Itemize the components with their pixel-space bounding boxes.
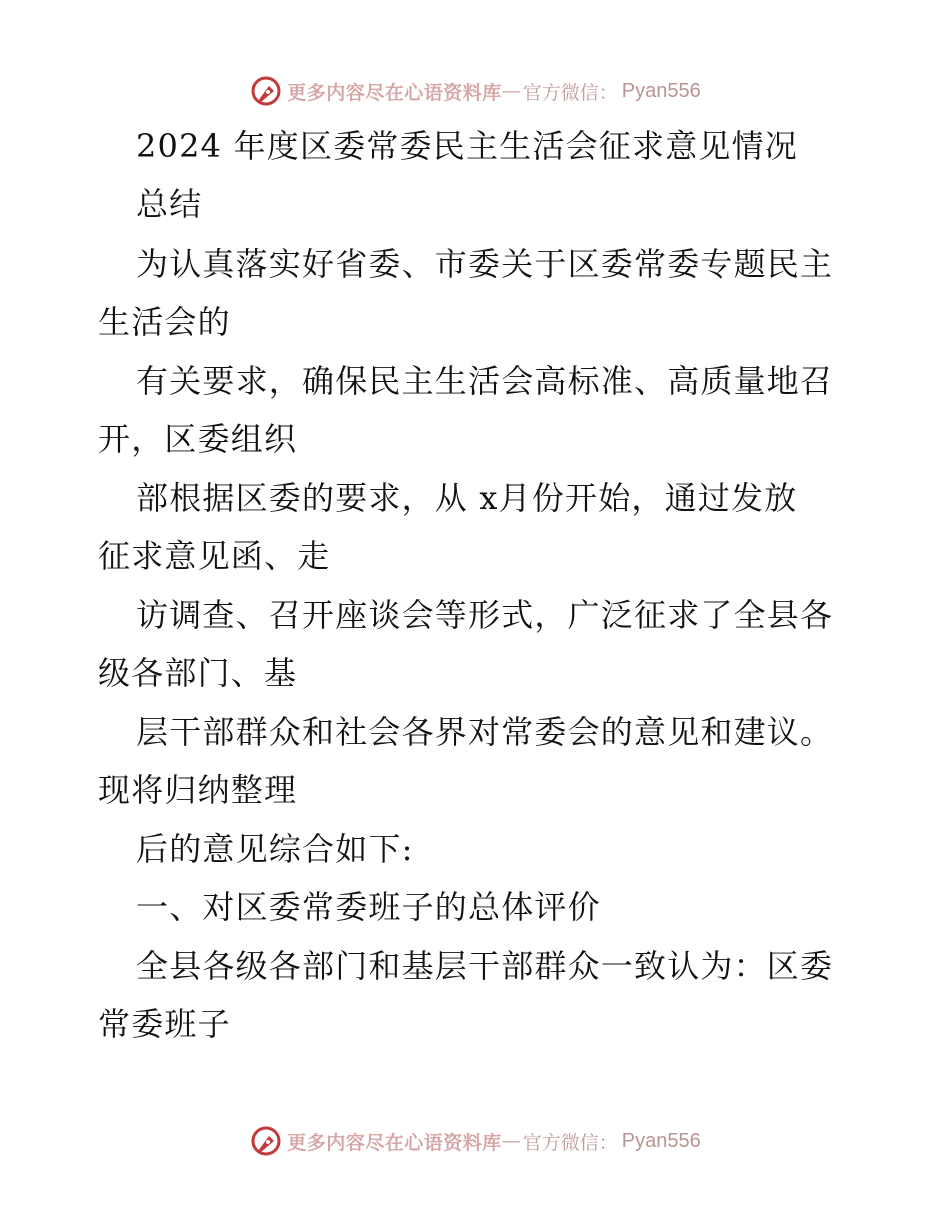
paragraph-line: 级各部门、基 <box>98 654 298 692</box>
paragraph-line: 生活会的 <box>98 303 231 341</box>
watermark-brand-text: 更多内容尽在心语资料库 <box>287 1131 502 1154</box>
watermark-separator: — <box>501 80 521 102</box>
watermark-separator: — <box>501 1130 521 1152</box>
pen-nib-logo-icon <box>249 1124 283 1158</box>
document-title-line: 2024 年度区委常委民主生活会征求意见情况 <box>136 127 799 165</box>
pen-nib-logo-icon <box>249 74 283 108</box>
paragraph-line: 有关要求，确保民主生活会高标准、高质量地召 <box>136 362 834 400</box>
paragraph-line: 开，区委组织 <box>98 420 298 458</box>
header-watermark <box>0 71 950 111</box>
footer-watermark <box>0 1121 950 1161</box>
watermark-brand-text: 更多内容尽在心语资料库 <box>287 81 502 104</box>
paragraph-line: 部根据区委的要求，从 x月份开始，通过发放 <box>136 479 798 517</box>
paragraph-line: 层干部群众和社会各界对常委会的意见和建议。 <box>136 713 834 751</box>
watermark-wechat-id: Pyan556 <box>621 1129 701 1152</box>
paragraph-line: 访调查、召开座谈会等形式，广泛征求了全县各 <box>136 596 834 634</box>
document-title-line: 总结 <box>136 185 203 223</box>
paragraph-line: 为认真落实好省委、市委关于区委常委专题民主 <box>136 245 834 283</box>
section-heading: 一、对区委常委班子的总体评价 <box>136 888 601 926</box>
watermark-official-label: 官方微信： <box>522 81 618 104</box>
paragraph-line: 全县各级各部门和基层干部群众一致认为：区委 <box>136 947 834 985</box>
paragraph-line: 后的意见综合如下: <box>136 830 414 868</box>
paragraph-line: 常委班子 <box>98 1005 231 1043</box>
paragraph-line: 征求意见函、走 <box>98 537 331 575</box>
watermark-wechat-id: Pyan556 <box>621 79 701 102</box>
paragraph-line: 现将归纳整理 <box>98 771 298 809</box>
watermark-official-label: 官方微信： <box>522 1131 618 1154</box>
